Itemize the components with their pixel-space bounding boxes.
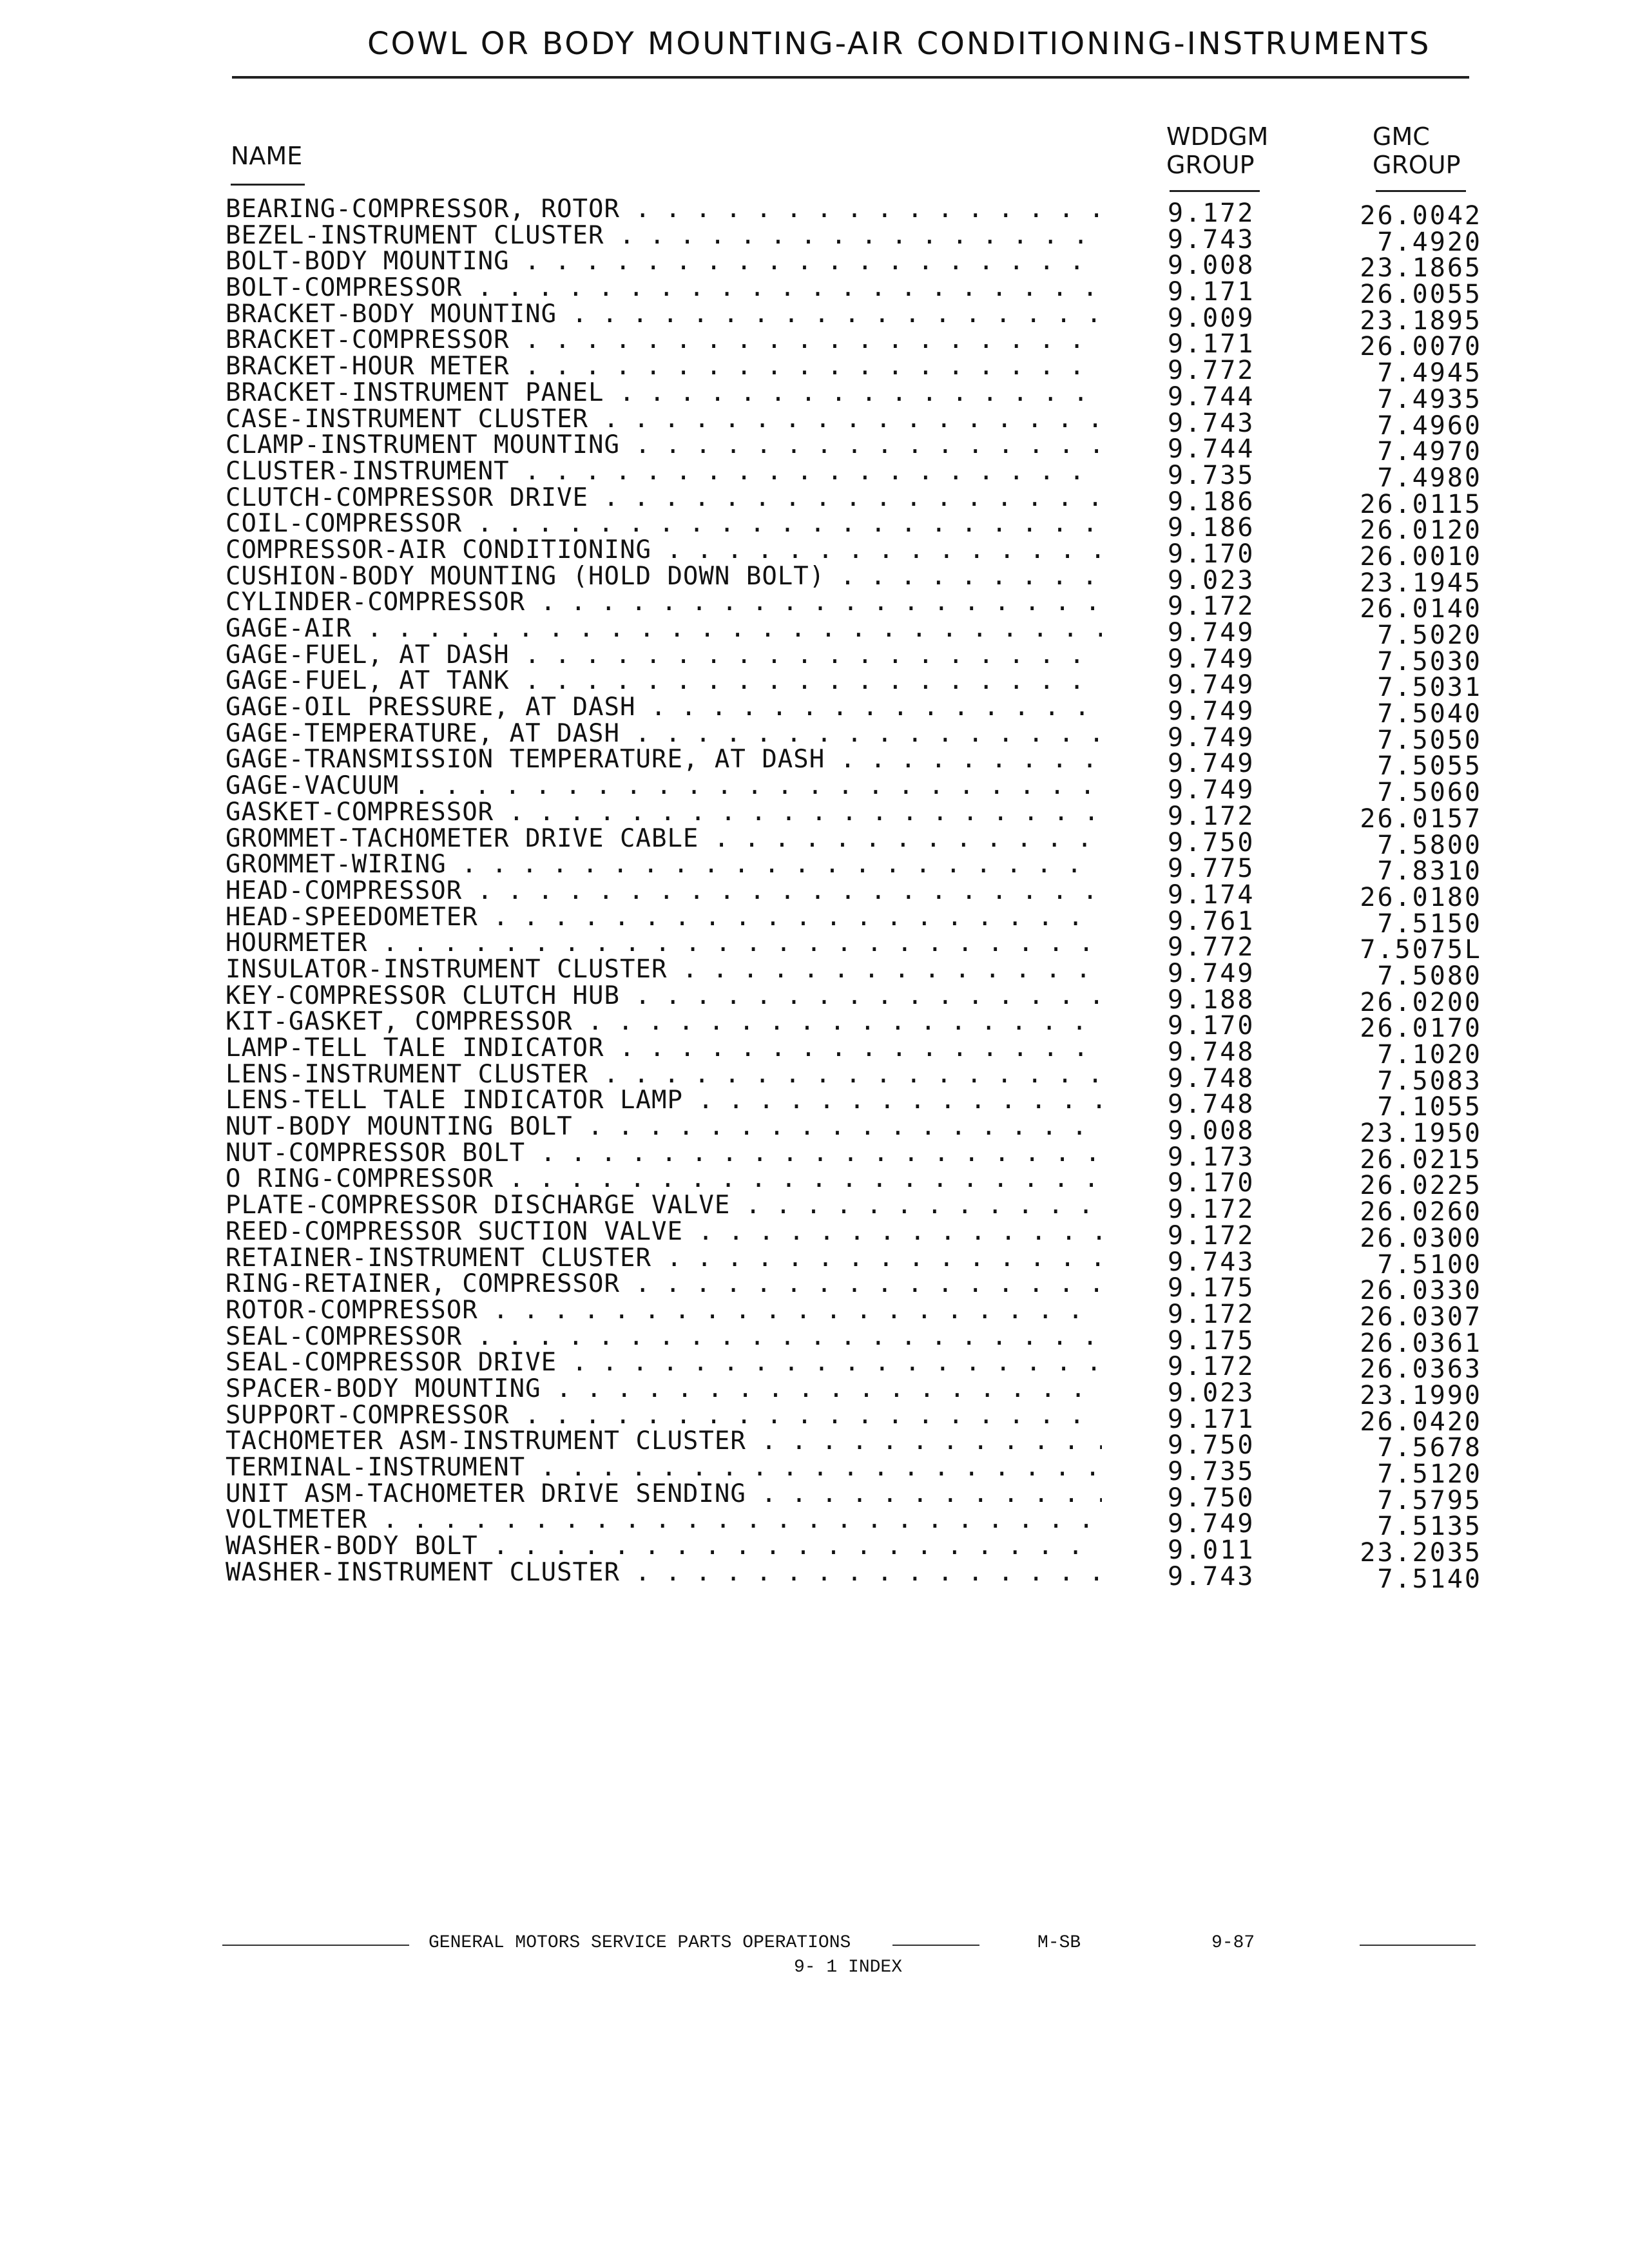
table-row bbox=[226, 197, 1501, 231]
wddgm-group: 9.023 bbox=[1168, 565, 1255, 595]
part-name: GASKET-COMPRESSOR . . . bbox=[226, 800, 1102, 825]
wddgm-group: 9.175 bbox=[1168, 1325, 1255, 1356]
table-row bbox=[226, 668, 1501, 703]
column-underline-wddgm bbox=[1170, 190, 1260, 192]
wddgm-group: 9.775 bbox=[1168, 854, 1255, 884]
wddgm-group: 9.172 bbox=[1168, 1352, 1255, 1382]
wddgm-group: 9.749 bbox=[1168, 958, 1255, 988]
part-name: SUPPORT-COMPRESSOR . . . bbox=[226, 1403, 1102, 1428]
part-name: GAGE-OIL PRESSURE, AT DASH . . . bbox=[226, 695, 1102, 720]
part-name: GAGE-FUEL, AT DASH . . . bbox=[226, 642, 1102, 668]
gmc-group: 26.0180 bbox=[1360, 882, 1482, 912]
gmc-group: 23.1945 bbox=[1360, 568, 1482, 598]
table-row bbox=[226, 1297, 1501, 1332]
gmc-group: 23.1865 bbox=[1360, 253, 1482, 284]
column-header-gmc-line2: GROUP bbox=[1373, 151, 1461, 179]
gmc-group: 7.5031 bbox=[1377, 673, 1482, 703]
part-name: BRACKET-HOUR METER . . . bbox=[226, 354, 1102, 380]
wddgm-group: 9.743 bbox=[1168, 1247, 1255, 1277]
gmc-group: 23.1950 bbox=[1360, 1119, 1482, 1149]
table-row bbox=[226, 720, 1501, 755]
gmc-group: 26.0070 bbox=[1360, 332, 1482, 362]
wddgm-group: 9.172 bbox=[1168, 1220, 1255, 1251]
table-row bbox=[226, 1533, 1501, 1568]
table-row bbox=[226, 1140, 1501, 1175]
table-row bbox=[226, 825, 1501, 860]
wddgm-group: 9.172 bbox=[1168, 1195, 1255, 1225]
footer-index: 9- 1 INDEX bbox=[794, 1957, 903, 1977]
gmc-group: 7.5050 bbox=[1377, 725, 1482, 755]
wddgm-group: 9.008 bbox=[1168, 1116, 1255, 1146]
part-name: TERMINAL-INSTRUMENT . . . bbox=[226, 1455, 1102, 1481]
wddgm-group: 9.173 bbox=[1168, 1142, 1255, 1172]
part-name: HEAD-SPEEDOMETER . . . bbox=[226, 905, 1102, 930]
table-row bbox=[226, 1035, 1501, 1070]
wddgm-group: 9.172 bbox=[1168, 801, 1255, 831]
table-row bbox=[226, 511, 1501, 546]
table-row bbox=[226, 956, 1501, 991]
column-header-gmc bbox=[1373, 122, 1461, 179]
part-name: HEAD-COMPRESSOR . . . bbox=[226, 878, 1102, 904]
part-name: CLAMP-INSTRUMENT MOUNTING . . . bbox=[226, 432, 1102, 458]
gmc-group: 7.5040 bbox=[1377, 699, 1482, 729]
wddgm-group: 9.749 bbox=[1168, 618, 1255, 648]
table-row bbox=[226, 1193, 1501, 1227]
gmc-group: 7.4935 bbox=[1377, 384, 1482, 414]
part-name: VOLTMETER . . . bbox=[226, 1507, 1102, 1533]
part-name: INSULATOR-INSTRUMENT CLUSTER . . . bbox=[226, 957, 1102, 983]
table-row bbox=[226, 1455, 1501, 1489]
table-row bbox=[226, 590, 1501, 624]
wddgm-group: 9.772 bbox=[1168, 932, 1255, 963]
wddgm-group: 9.174 bbox=[1168, 879, 1255, 910]
gmc-group: 7.5055 bbox=[1377, 751, 1482, 782]
part-name: GROMMET-WIRING . . . bbox=[226, 852, 1102, 878]
part-name: SEAL-COMPRESSOR DRIVE . . . bbox=[226, 1350, 1102, 1376]
gmc-group: 23.1990 bbox=[1360, 1380, 1482, 1410]
table-row bbox=[226, 930, 1501, 965]
table-row bbox=[226, 1350, 1501, 1385]
wddgm-group: 9.749 bbox=[1168, 697, 1255, 727]
column-header-name: NAME bbox=[231, 142, 303, 170]
footer-date: 9-87 bbox=[1211, 1933, 1255, 1953]
wddgm-group: 9.171 bbox=[1168, 277, 1255, 307]
table-row bbox=[226, 485, 1501, 519]
column-header-wddgm-line1: WDDGM bbox=[1166, 122, 1269, 151]
wddgm-group: 9.749 bbox=[1168, 749, 1255, 779]
table-row bbox=[226, 563, 1501, 598]
column-header-gmc-line1: GMC bbox=[1373, 122, 1430, 151]
gmc-group: 23.2035 bbox=[1360, 1538, 1482, 1568]
part-name: CASE-INSTRUMENT CLUSTER . . . bbox=[226, 407, 1102, 432]
gmc-group: 7.5150 bbox=[1377, 908, 1482, 939]
gmc-group: 26.0200 bbox=[1360, 987, 1482, 1017]
gmc-group: 7.5075L bbox=[1360, 935, 1482, 965]
table-row bbox=[226, 1009, 1501, 1044]
gmc-group: 7.4945 bbox=[1377, 358, 1482, 389]
footer-publisher: GENERAL MOTORS SERVICE PARTS OPERATIONS bbox=[429, 1933, 851, 1953]
table-row bbox=[226, 1323, 1501, 1358]
wddgm-group: 9.748 bbox=[1168, 1090, 1255, 1120]
part-name: GAGE-TRANSMISSION TEMPERATURE, AT DASH . . . bbox=[226, 747, 1102, 773]
table-row bbox=[226, 695, 1501, 729]
part-name: BRACKET-COMPRESSOR . . . bbox=[226, 327, 1102, 353]
part-name: PLATE-COMPRESSOR DISCHARGE VALVE . . . bbox=[226, 1193, 1102, 1218]
table-row bbox=[226, 1218, 1501, 1253]
part-name: GROMMET-TACHOMETER DRIVE CABLE . . . bbox=[226, 826, 1102, 852]
part-name: LENS-INSTRUMENT CLUSTER . . . bbox=[226, 1062, 1102, 1088]
wddgm-group: 9.749 bbox=[1168, 775, 1255, 805]
table-row bbox=[226, 222, 1501, 257]
gmc-group: 7.5140 bbox=[1377, 1564, 1482, 1594]
gmc-group: 7.5795 bbox=[1377, 1485, 1482, 1515]
wddgm-group: 9.172 bbox=[1168, 591, 1255, 622]
table-row bbox=[226, 1559, 1501, 1594]
gmc-group: 26.0300 bbox=[1360, 1223, 1482, 1253]
wddgm-group: 9.744 bbox=[1168, 381, 1255, 412]
part-name: KIT-GASKET, COMPRESSOR . . . bbox=[226, 1009, 1102, 1035]
gmc-group: 7.5120 bbox=[1377, 1459, 1482, 1489]
table-row bbox=[226, 1507, 1501, 1542]
footer-rule-mid bbox=[892, 1945, 979, 1946]
wddgm-group: 9.749 bbox=[1168, 1509, 1255, 1539]
parts-list bbox=[226, 197, 1501, 1594]
wddgm-group: 9.186 bbox=[1168, 513, 1255, 543]
footer-rule-right bbox=[1360, 1945, 1476, 1946]
part-name: RING-RETAINER, COMPRESSOR . . . bbox=[226, 1271, 1102, 1297]
part-name: HOURMETER . . . bbox=[226, 930, 1102, 956]
table-row bbox=[226, 1402, 1501, 1437]
wddgm-group: 9.761 bbox=[1168, 906, 1255, 936]
wddgm-group: 9.748 bbox=[1168, 1063, 1255, 1093]
wddgm-group: 9.175 bbox=[1168, 1273, 1255, 1303]
part-name: WASHER-INSTRUMENT CLUSTER . . . bbox=[226, 1560, 1102, 1586]
part-name: BEZEL-INSTRUMENT CLUSTER . . . bbox=[226, 223, 1102, 249]
part-name: ROTOR-COMPRESSOR . . . bbox=[226, 1298, 1102, 1323]
table-row bbox=[226, 1166, 1501, 1201]
part-name: GAGE-VACUUM . . . bbox=[226, 773, 1102, 799]
wddgm-group: 9.188 bbox=[1168, 985, 1255, 1015]
table-row bbox=[226, 1481, 1501, 1515]
gmc-group: 7.5100 bbox=[1377, 1249, 1482, 1280]
gmc-group: 26.0307 bbox=[1360, 1302, 1482, 1332]
wddgm-group: 9.735 bbox=[1168, 1457, 1255, 1486]
table-row bbox=[226, 852, 1501, 887]
table-row bbox=[226, 1114, 1501, 1149]
wddgm-group: 9.171 bbox=[1168, 1404, 1255, 1434]
footer-rule-left bbox=[222, 1945, 409, 1946]
gmc-group: 7.5678 bbox=[1377, 1433, 1482, 1463]
column-underline-name bbox=[231, 184, 305, 186]
wddgm-group: 9.748 bbox=[1168, 1037, 1255, 1067]
wddgm-group: 9.011 bbox=[1168, 1535, 1255, 1566]
gmc-group: 26.0010 bbox=[1360, 541, 1482, 572]
part-name: KEY-COMPRESSOR CLUTCH HUB . . . bbox=[226, 983, 1102, 1009]
part-name: LAMP-TELL TALE INDICATOR . . . bbox=[226, 1035, 1102, 1061]
wddgm-group: 9.172 bbox=[1168, 198, 1255, 228]
table-row bbox=[226, 275, 1501, 310]
gmc-group: 26.0055 bbox=[1360, 280, 1482, 310]
wddgm-group: 9.749 bbox=[1168, 722, 1255, 753]
table-row bbox=[226, 1428, 1501, 1463]
part-name: BRACKET-BODY MOUNTING . . . bbox=[226, 302, 1102, 327]
table-row bbox=[226, 249, 1501, 284]
wddgm-group: 9.009 bbox=[1168, 303, 1255, 333]
table-row bbox=[226, 1245, 1501, 1280]
part-name: BRACKET-INSTRUMENT PANEL . . . bbox=[226, 380, 1102, 406]
table-row bbox=[226, 799, 1501, 834]
gmc-group: 7.4920 bbox=[1377, 227, 1482, 257]
part-name: BOLT-COMPRESSOR . . . bbox=[226, 275, 1102, 301]
part-name: COMPRESSOR-AIR CONDITIONING . . . bbox=[226, 537, 1102, 563]
column-header-wddgm bbox=[1166, 122, 1268, 179]
gmc-group: 7.1020 bbox=[1377, 1040, 1482, 1070]
wddgm-group: 9.750 bbox=[1168, 1483, 1255, 1513]
gmc-group: 26.0330 bbox=[1360, 1276, 1482, 1306]
gmc-group: 7.8310 bbox=[1377, 856, 1482, 887]
part-name: COIL-COMPRESSOR . . . bbox=[226, 511, 1102, 537]
part-name: NUT-BODY MOUNTING BOLT . . . bbox=[226, 1114, 1102, 1140]
page-title: COWL OR BODY MOUNTING-AIR CONDITIONING-INSTRUMENTS bbox=[367, 26, 1431, 62]
wddgm-group: 9.750 bbox=[1168, 827, 1255, 858]
part-name: NUT-COMPRESSOR BOLT . . . bbox=[226, 1140, 1102, 1166]
gmc-group: 7.4980 bbox=[1377, 463, 1482, 493]
table-row bbox=[226, 406, 1501, 441]
part-name: BEARING-COMPRESSOR, ROTOR . . . bbox=[226, 197, 1102, 222]
wddgm-group: 9.172 bbox=[1168, 1299, 1255, 1329]
part-name: CLUTCH-COMPRESSOR DRIVE . . . bbox=[226, 485, 1102, 511]
gmc-group: 7.5060 bbox=[1377, 778, 1482, 808]
gmc-group: 7.5020 bbox=[1377, 620, 1482, 650]
table-row bbox=[226, 327, 1501, 362]
gmc-group: 7.5135 bbox=[1377, 1512, 1482, 1542]
title-rule bbox=[232, 76, 1469, 79]
wddgm-group: 9.743 bbox=[1168, 224, 1255, 255]
page-footer bbox=[0, 1933, 1629, 1984]
gmc-group: 26.0260 bbox=[1360, 1197, 1482, 1227]
table-row bbox=[226, 773, 1501, 808]
gmc-group: 26.0157 bbox=[1360, 803, 1482, 834]
part-name: CUSHION-BODY MOUNTING (HOLD DOWN BOLT) . . . bbox=[226, 564, 1102, 590]
table-row bbox=[226, 1271, 1501, 1306]
gmc-group: 7.4960 bbox=[1377, 410, 1482, 441]
gmc-group: 7.1055 bbox=[1377, 1092, 1482, 1122]
part-name: WASHER-BODY BOLT . . . bbox=[226, 1533, 1102, 1559]
table-row bbox=[226, 983, 1501, 1017]
gmc-group: 26.0361 bbox=[1360, 1328, 1482, 1358]
table-row bbox=[226, 616, 1501, 650]
gmc-group: 23.1895 bbox=[1360, 305, 1482, 336]
table-row bbox=[226, 878, 1501, 912]
part-name: BOLT-BODY MOUNTING . . . bbox=[226, 249, 1102, 274]
table-row bbox=[226, 1061, 1501, 1096]
part-name: GAGE-FUEL, AT TANK . . . bbox=[226, 668, 1102, 694]
gmc-group: 26.0363 bbox=[1360, 1354, 1482, 1385]
gmc-group: 26.0170 bbox=[1360, 1014, 1482, 1044]
wddgm-group: 9.735 bbox=[1168, 460, 1255, 490]
part-name: REED-COMPRESSOR SUCTION VALVE . . . bbox=[226, 1219, 1102, 1245]
wddgm-group: 9.749 bbox=[1168, 670, 1255, 700]
gmc-group: 26.0420 bbox=[1360, 1407, 1482, 1437]
table-row bbox=[226, 354, 1501, 389]
wddgm-group: 9.170 bbox=[1168, 1011, 1255, 1041]
table-row bbox=[226, 380, 1501, 414]
part-name: SPACER-BODY MOUNTING . . . bbox=[226, 1376, 1102, 1402]
part-name: CYLINDER-COMPRESSOR . . . bbox=[226, 590, 1102, 615]
gmc-group: 26.0225 bbox=[1360, 1171, 1482, 1201]
gmc-group: 26.0140 bbox=[1360, 594, 1482, 624]
wddgm-group: 9.772 bbox=[1168, 356, 1255, 386]
wddgm-group: 9.023 bbox=[1168, 1378, 1255, 1408]
wddgm-group: 9.186 bbox=[1168, 486, 1255, 517]
wddgm-group: 9.743 bbox=[1168, 1561, 1255, 1591]
part-name: UNIT ASM-TACHOMETER DRIVE SENDING . . . bbox=[226, 1481, 1102, 1507]
gmc-group: 26.0215 bbox=[1360, 1144, 1482, 1175]
gmc-group: 26.0115 bbox=[1360, 489, 1482, 519]
column-underline-gmc bbox=[1376, 190, 1466, 192]
wddgm-group: 9.170 bbox=[1168, 1168, 1255, 1198]
gmc-group: 7.5083 bbox=[1377, 1066, 1482, 1096]
gmc-group: 7.5080 bbox=[1377, 961, 1482, 991]
part-name: GAGE-TEMPERATURE, AT DASH . . . bbox=[226, 721, 1102, 747]
table-row bbox=[226, 904, 1501, 939]
wddgm-group: 9.744 bbox=[1168, 434, 1255, 465]
table-row bbox=[226, 1376, 1501, 1410]
table-row bbox=[226, 642, 1501, 677]
gmc-group: 26.0042 bbox=[1360, 201, 1482, 231]
part-name: GAGE-AIR . . . bbox=[226, 616, 1102, 642]
table-row bbox=[226, 537, 1501, 572]
table-row bbox=[226, 301, 1501, 336]
gmc-group: 7.5800 bbox=[1377, 830, 1482, 860]
table-row bbox=[226, 747, 1501, 782]
footer-code: M-SB bbox=[1037, 1933, 1081, 1953]
table-row bbox=[226, 432, 1501, 467]
wddgm-group: 9.170 bbox=[1168, 539, 1255, 569]
wddgm-group: 9.750 bbox=[1168, 1430, 1255, 1461]
part-name: CLUSTER-INSTRUMENT . . . bbox=[226, 459, 1102, 485]
part-name: SEAL-COMPRESSOR . . . bbox=[226, 1324, 1102, 1350]
part-name: LENS-TELL TALE INDICATOR LAMP . . . bbox=[226, 1088, 1102, 1113]
wddgm-group: 9.171 bbox=[1168, 329, 1255, 360]
wddgm-group: 9.008 bbox=[1168, 251, 1255, 281]
gmc-group: 26.0120 bbox=[1360, 515, 1482, 546]
wddgm-group: 9.743 bbox=[1168, 408, 1255, 438]
column-header-wddgm-line2: GROUP bbox=[1166, 151, 1255, 179]
wddgm-group: 9.749 bbox=[1168, 644, 1255, 674]
part-name: O RING-COMPRESSOR . . . bbox=[226, 1166, 1102, 1192]
table-row bbox=[226, 458, 1501, 493]
part-name: RETAINER-INSTRUMENT CLUSTER . . . bbox=[226, 1245, 1102, 1271]
gmc-group: 7.5030 bbox=[1377, 646, 1482, 677]
gmc-group: 7.4970 bbox=[1377, 437, 1482, 467]
table-row bbox=[226, 1088, 1501, 1122]
part-name: TACHOMETER ASM-INSTRUMENT CLUSTER . . . bbox=[226, 1428, 1102, 1454]
